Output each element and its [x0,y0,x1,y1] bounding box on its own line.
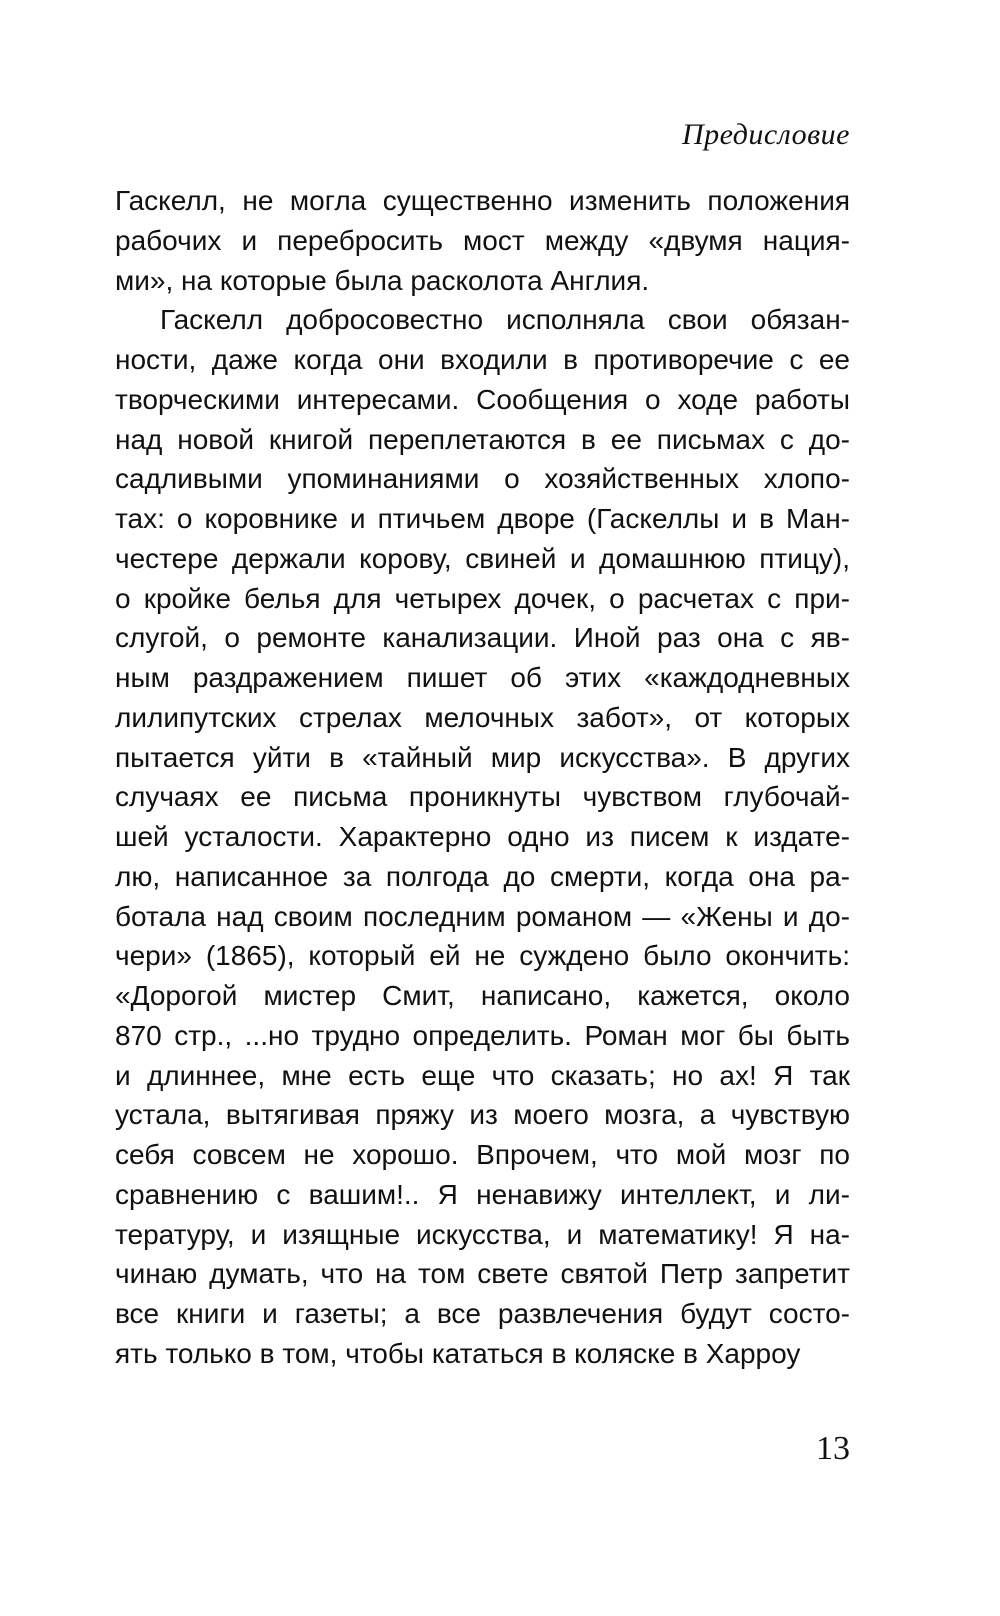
text-line: Гаскелл, не могла существенно изменить положения [115,185,850,216]
text-line: над новой книгой переплетаются в ее письмах с до- [115,423,850,455]
text-line: о кройке белья для четырех дочек, о расчетах с при- [115,582,850,614]
text-line: ботала над своим последним романом — «Жены и до- [115,900,850,932]
text-line: ным раздражением пишет об этих «каждодневных [115,662,850,693]
text-line: себя совсем не хорошо. Впрочем, что мой мозг по [115,1139,850,1170]
text-line: случаях ее письма проникнуты чувством глубочай- [115,781,850,813]
text-line: тературу, и изящные искусства, и математику! Я на- [115,1218,850,1250]
text-line: ять только в том, чтобы кататься в коляске в Харроу [115,1337,801,1369]
text-line: шей усталости. Характерно одно из писем к издате- [115,821,850,852]
text-line: творческими интересами. Сообщения о ходе работы [115,383,850,415]
body-text [115,181,850,1374]
text-line: честере держали корову, свиней и домашнюю птицу), [115,542,850,574]
text-line: рабочих и перебросить мост между «двумя нация- [115,224,850,256]
text-line: сравнению с вашим!.. Я ненавижу интеллект, и ли- [115,1178,850,1210]
text-line: все книги и газеты; а все развлечения будут состо- [115,1298,850,1329]
text-line: чинаю думать, что на том свете святой Петр запретит [115,1258,850,1290]
paragraph [115,300,850,1373]
text-line: лю, написанное за полгода до смерти, когда она ра- [115,860,850,892]
text-line: пытается уйти в «тайный мир искусства». В других [115,741,850,773]
page-number: 13 [816,1430,850,1467]
text-line: 870 стр., ...но трудно определить. Роман мог бы быть [115,1019,850,1051]
text-line: чери» (1865), который ей не суждено было окончить: [115,940,850,972]
text-line: и длиннее, мне есть еще что сказать; но ах! Я так [115,1059,850,1091]
text-line: устала, вытягивая пряжу из моего мозга, а чувствую [115,1099,850,1131]
text-line: «Дорогой мистер Смит, написано, кажется, около [115,980,850,1011]
running-head: Предисловие [681,118,850,151]
text-line: тах: о коровнике и птичьем дворе (Гаскеллы и в Ман- [115,503,850,534]
text-line: ми», на которые была расколота Англия. [115,264,650,296]
text-line: слугой, о ремонте канализации. Иной раз она с яв- [115,622,850,654]
text-line: ности, даже когда они входили в противоречие с ее [115,344,850,375]
paragraph [115,181,850,300]
text-line: Гаскелл добросовестно исполняла свои обязан- [160,304,850,336]
text-line: садливыми упоминаниями о хозяйственных хлопо- [115,463,850,495]
text-line: лилипутских стрелах мелочных забот», от которых [115,701,850,733]
